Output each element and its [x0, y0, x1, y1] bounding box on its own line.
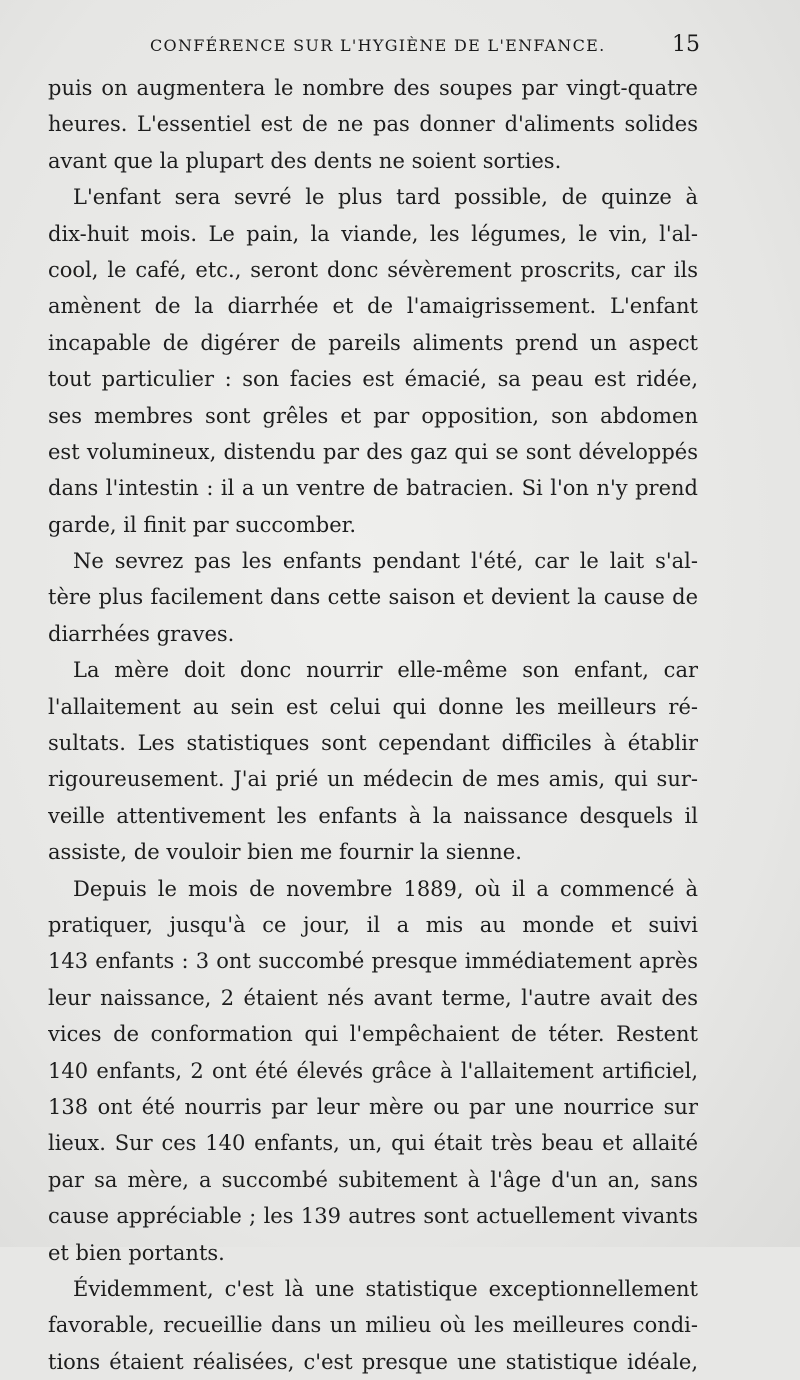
text-line: 140 enfants, 2 ont été élevés grâce à l'allaitement artificiel,	[48, 1058, 698, 1083]
text-line: rigoureusement. J'ai prié un médecin de mes amis, qui sur-	[48, 767, 698, 792]
text-line: La mère doit donc nourrir elle-même son enfant, car	[73, 658, 698, 683]
text-line: l'allaitement au sein est celui qui donne les meilleurs ré-	[48, 694, 698, 719]
text-line: incapable de digérer de pareils aliments prend un aspect	[48, 330, 698, 355]
text-line: favorable, recueillie dans un milieu où les meilleures condi-	[48, 1313, 698, 1338]
text-line: tère plus facilement dans cette saison et devient la cause de	[48, 585, 698, 610]
text-line: puis on augmentera le nombre des soupes par vingt-quatre	[48, 76, 698, 100]
text-line: ses membres sont grêles et par opposition, son abdomen	[48, 403, 698, 428]
text-line: et bien portants.	[48, 1240, 225, 1265]
text-line: 138 ont été nourris par leur mère ou par une nourrice sur	[48, 1094, 698, 1119]
text-line: cause appréciable ; les 139 autres sont actuellement vivants	[48, 1204, 698, 1229]
text-line: tions étaient réalisées, c'est presque une statistique idéale,	[48, 1349, 698, 1374]
text-line: heures. L'essentiel est de ne pas donner d'aliments solides	[48, 112, 698, 137]
text-line: Depuis le mois de novembre 1889, où il a commencé à	[73, 876, 698, 901]
text-line: tout particulier : son facies est émacié, sa peau est ridée,	[48, 367, 698, 392]
text-line: assiste, de vouloir bien me fournir la sienne.	[48, 840, 522, 865]
text-line: Ne sevrez pas les enfants pendant l'été, car le lait s'al-	[73, 549, 698, 574]
text-line: lieux. Sur ces 140 enfants, un, qui était très beau et allaité	[48, 1131, 698, 1156]
text-line: Évidemment, c'est là une statistique exceptionnellement	[73, 1276, 698, 1301]
text-line: diarrhées graves.	[48, 621, 235, 646]
paragraph-2	[48, 179, 698, 543]
paragraph-3	[48, 543, 698, 652]
text-line: est volumineux, distendu par des gaz qui se sont développés	[48, 439, 698, 464]
text-line: cool, le café, etc., seront donc sévèrement proscrits, car ils	[48, 257, 698, 282]
body-text	[48, 70, 698, 1380]
text-line: sultats. Les statistiques sont cependant difficiles à établir	[48, 731, 698, 756]
text-line: garde, il finit par succomber.	[48, 512, 357, 537]
paragraph-1	[48, 70, 698, 179]
paragraph-6	[48, 1271, 698, 1380]
text-line: par sa mère, a succombé subitement à l'âge d'un an, sans	[48, 1167, 698, 1192]
text-line: pratiquer, jusqu'à ce jour, il a mis au monde et suivi	[48, 912, 698, 937]
text-line: amènent de la diarrhée et de l'amaigrissement. L'enfant	[48, 294, 698, 319]
text-line: veille attentivement les enfants à la naissance desquels il	[48, 803, 698, 828]
text-line: 143 enfants : 3 ont succombé presque immédiatement après	[48, 949, 698, 974]
text-line: L'enfant sera sevré le plus tard possible, de quinze à	[73, 185, 698, 210]
paragraph-4	[48, 652, 698, 870]
paragraph-5	[48, 871, 698, 1271]
running-head	[0, 30, 800, 60]
page-number: 15	[672, 32, 700, 57]
text-line: dix-huit mois. Le pain, la viande, les légumes, le vin, l'al-	[48, 221, 698, 246]
running-head-title: CONFÉRENCE SUR L'HYGIÈNE DE L'ENFANCE.	[150, 36, 606, 55]
text-line: vices de conformation qui l'empêchaient de téter. Restent	[48, 1022, 698, 1047]
text-line: leur naissance, 2 étaient nés avant terme, l'autre avait des	[48, 985, 698, 1010]
text-line: dans l'intestin : il a un ventre de batracien. Si l'on n'y prend	[48, 476, 698, 501]
text-line: avant que la plupart des dents ne soient sorties.	[48, 148, 562, 173]
